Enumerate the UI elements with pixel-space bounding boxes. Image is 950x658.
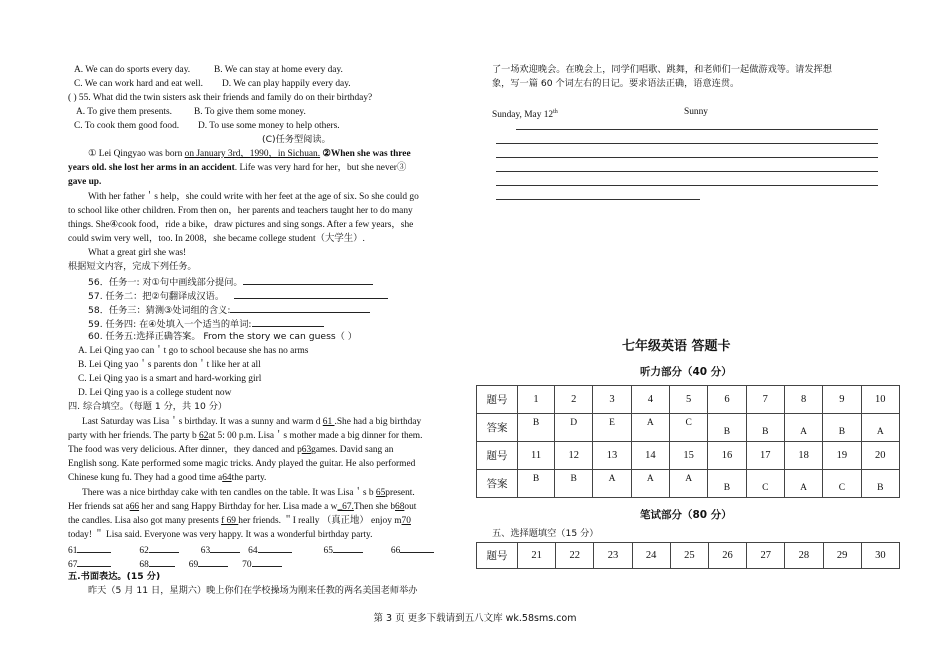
page-footer: 第 3 页 更多下载请到五八文库 wk.58sms.com bbox=[373, 613, 577, 624]
cloze-line-2: party with her friends. The party b 62at 5: 00 p.m. Lisa＇s mother made a big dinner for them. bbox=[68, 431, 423, 441]
q55-option-c: C. To cook them good food. bbox=[74, 121, 180, 131]
q54-option-c: C. We can work hard and eat well. bbox=[74, 79, 203, 89]
cloze-line-4: English song. Kate performed some magic tricks. Andy played the guitar. He also performed bbox=[68, 459, 416, 469]
blank-64: 64 bbox=[222, 473, 232, 483]
answer-blanks-row-1: 61 62 63 64 65 66 bbox=[68, 543, 434, 557]
task-60-option-a: A. Lei Qing yao can＇t go to school because she has no arms bbox=[78, 346, 309, 356]
section-5-label: 五、选择题填空（15 分） bbox=[492, 528, 599, 539]
writing-line bbox=[496, 171, 878, 172]
passage-p2-line-4: could swim very well，too. In 2008，she became college student（大学生）. bbox=[68, 234, 365, 244]
cloze-line-3: The food was very delicious. After dinner，they danced and p63games. David sang an bbox=[68, 445, 394, 455]
diary-weather: Sunny bbox=[684, 107, 708, 117]
passage-line-3: gave up. bbox=[68, 177, 102, 187]
q54-option-a: A. We can do sports every day. bbox=[74, 65, 191, 75]
task-instruction: 根据短文内容，完成下列任务。 bbox=[68, 261, 197, 272]
passage-p2-line-3: things. She④cook food，ride a bike，draw pictures and sing songs. After a few years，she bbox=[68, 220, 414, 230]
task-58: 58．任务三：猜测③处词组的含义: bbox=[88, 303, 370, 317]
writing-prompt-line-2: 了一场欢迎晚会。在晚会上，同学们唱歌、跳舞，和老师们一起做游戏等。请发挥想 bbox=[492, 64, 832, 75]
blank-62: 62 bbox=[199, 431, 209, 441]
q55-question: ( ) 55. What did the twin sisters ask their friends and family do on their birthday? bbox=[68, 93, 373, 103]
cloze-line-6: There was a nice birthday cake with ten candles on the table. It was Lisa＇s b 65present. bbox=[82, 488, 415, 498]
writing-line bbox=[496, 185, 878, 186]
q55-option-b: B. To give them some money. bbox=[194, 107, 306, 117]
writing-line bbox=[496, 199, 700, 200]
task-60: 60. 任务五:选择正确答案。 From the story we can guess（ ） bbox=[88, 331, 357, 342]
blank-66: 66 bbox=[129, 502, 140, 512]
q54-option-b: B. We can stay at home every day. bbox=[214, 65, 343, 75]
q55-option-d: D. To use some money to help others. bbox=[198, 121, 340, 131]
passage-p2-line-1: With her father＇s help，she could write with her feet at the age of six. So she could go bbox=[88, 192, 419, 202]
writing-line bbox=[496, 143, 878, 144]
passage-p2-line-2: to school like other children. From then on，her parents and teachers taught her to do many bbox=[68, 206, 413, 216]
blank-67: _67. bbox=[337, 502, 354, 512]
writing-line bbox=[516, 129, 878, 130]
task-60-option-c: C. Lei Qing yao is a smart and hard-working girl bbox=[78, 374, 262, 384]
task-57: 57. 任务二：把②句翻译成汉语。 bbox=[88, 289, 388, 303]
written-answer-table: 题号 21 22 23 24 25 26 27 28 29 30 bbox=[476, 542, 900, 569]
task-60-option-d: D. Lei Qing yao is a college student now bbox=[78, 388, 232, 398]
task-56: 56．任务一: 对①句中画线部分提问。 bbox=[88, 275, 373, 289]
task-60-option-b: B. Lei Qing yao＇s parents don＇t like her at all bbox=[78, 360, 261, 370]
writing-line bbox=[496, 157, 878, 158]
listening-answer-table: 题号 1 2 3 4 5 6 7 8 9 10 答案 B D E A C B B A B A 题号 11 12 13 14 15 16 17 18 19 20 答案 B B A A A B C A C B bbox=[476, 385, 900, 498]
answer-label: 答案 bbox=[477, 414, 518, 442]
blank-68: 68 bbox=[395, 502, 405, 512]
answer-card-title: 七年级英语 答题卡 bbox=[622, 339, 731, 354]
passage-line-1: ① Lei Qingyao was born on January 3rd，1990，in Sichuan. ②When she was three bbox=[88, 149, 411, 159]
underlined-birth-info: on January 3rd，1990，in Sichuan. bbox=[184, 149, 321, 159]
cloze-line-7: Her friends sat a66 her and sang Happy Birthday for her. Lisa made a w_67.Then she b68out bbox=[68, 502, 417, 512]
blank-61: 61 bbox=[322, 417, 335, 427]
answer-blanks-row-2: 67 68 69 70 bbox=[68, 557, 282, 571]
blank-65: 65 bbox=[375, 488, 386, 498]
task-59: 59. 任务四: 在④处填入一个适当的单词: bbox=[88, 317, 324, 331]
writing-prompt-line-3: 象，写一篇 60 个词左右的日记。要求语法正确，语意连贯。 bbox=[492, 78, 740, 89]
passage-line-2: years old. she lost her arms in an accident. Life was very hard for her，but she never③ bbox=[68, 163, 407, 173]
passage-p3: What a great girl she was! bbox=[88, 248, 187, 258]
section-c-title: (C)任务型阅读。 bbox=[262, 134, 331, 145]
cloze-line-1: Last Saturday was Lisa＇s birthday. It was a sunny and warm d 61 .She had a big birthday bbox=[82, 417, 422, 427]
cloze-line-9: today! ＂ Lisa said. Everyone was very happy. It was a wonderful birthday party. bbox=[68, 530, 373, 540]
blank-70: 70 bbox=[401, 516, 411, 526]
blank-63: 63 bbox=[301, 445, 312, 455]
q54-option-d: D. We can play happily every day. bbox=[222, 79, 351, 89]
cloze-line-5: Chinese kung fu. They had a good time a64the party. bbox=[68, 473, 267, 483]
diary-date: Sunday, May 12th bbox=[492, 109, 558, 121]
cloze-line-8: the candles. Lisa also got many presents f 69 her friends. ＂I really （真正地） enjoy m70 bbox=[68, 516, 411, 526]
written-section-title: 笔试部分（80 分） bbox=[640, 509, 732, 521]
row-label: 题号 bbox=[477, 386, 518, 414]
listening-section-title: 听力部分（40 分） bbox=[640, 366, 732, 378]
blank-69: f 69 bbox=[221, 516, 239, 526]
section-4-title: 四. 综合填空。（每题 1 分，共 10 分） bbox=[68, 401, 228, 412]
writing-prompt-line-1: 昨天（5 月 11 日，星期六）晚上你们在学校操场为刚来任教的两名美国老师举办 bbox=[88, 585, 418, 596]
section-5-title: 五.书面表达。(15 分) bbox=[68, 571, 161, 582]
q55-option-a: A. To give them presents. bbox=[76, 107, 173, 117]
